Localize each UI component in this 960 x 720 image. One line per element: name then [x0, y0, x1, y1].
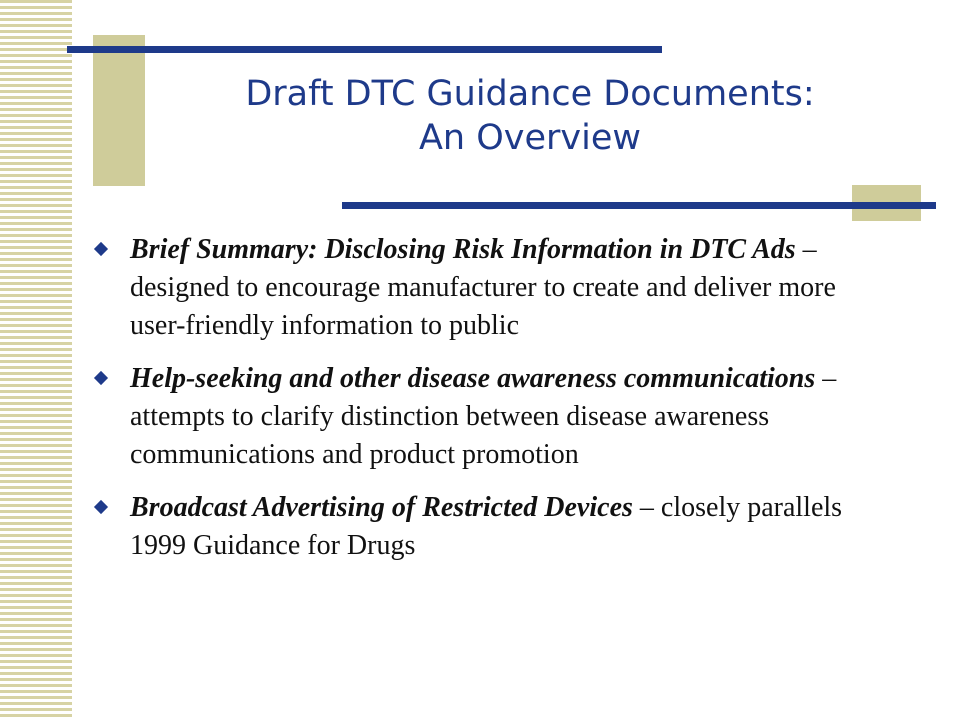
diamond-bullet-icon	[94, 371, 108, 385]
slide-title-line-2: An Overview	[418, 118, 642, 158]
title-accent-block	[93, 35, 145, 186]
bullet-item-brief-summary	[96, 231, 876, 345]
bullet-list	[96, 231, 876, 580]
bullet-lead: Broadcast Advertising of Restricted Devices	[130, 492, 633, 523]
bullet-text: – attempts to clarify distinction between disease awareness communications and product promotion	[130, 363, 837, 470]
bullet-item-broadcast-advertising	[96, 489, 876, 565]
diamond-bullet-icon	[94, 242, 108, 256]
bullet-lead: Brief Summary: Disclosing Risk Information in DTC Ads	[130, 234, 796, 265]
title-top-rule	[67, 46, 662, 53]
slide-title	[170, 72, 890, 160]
bullet-text: – closely parallels 1999 Guidance for Drugs	[130, 492, 843, 561]
bullet-lead: Help-seeking and other disease awareness communications	[130, 363, 816, 394]
bullet-item-help-seeking	[96, 360, 876, 474]
slide-title-line-1: Draft DTC Guidance Documents:	[245, 74, 815, 114]
title-bottom-rule	[342, 202, 936, 209]
left-stripe-pattern	[0, 0, 72, 720]
bullet-text: – designed to encourage manufacturer to create and deliver more user-friendly information to public	[130, 234, 836, 341]
diamond-bullet-icon	[94, 500, 108, 514]
